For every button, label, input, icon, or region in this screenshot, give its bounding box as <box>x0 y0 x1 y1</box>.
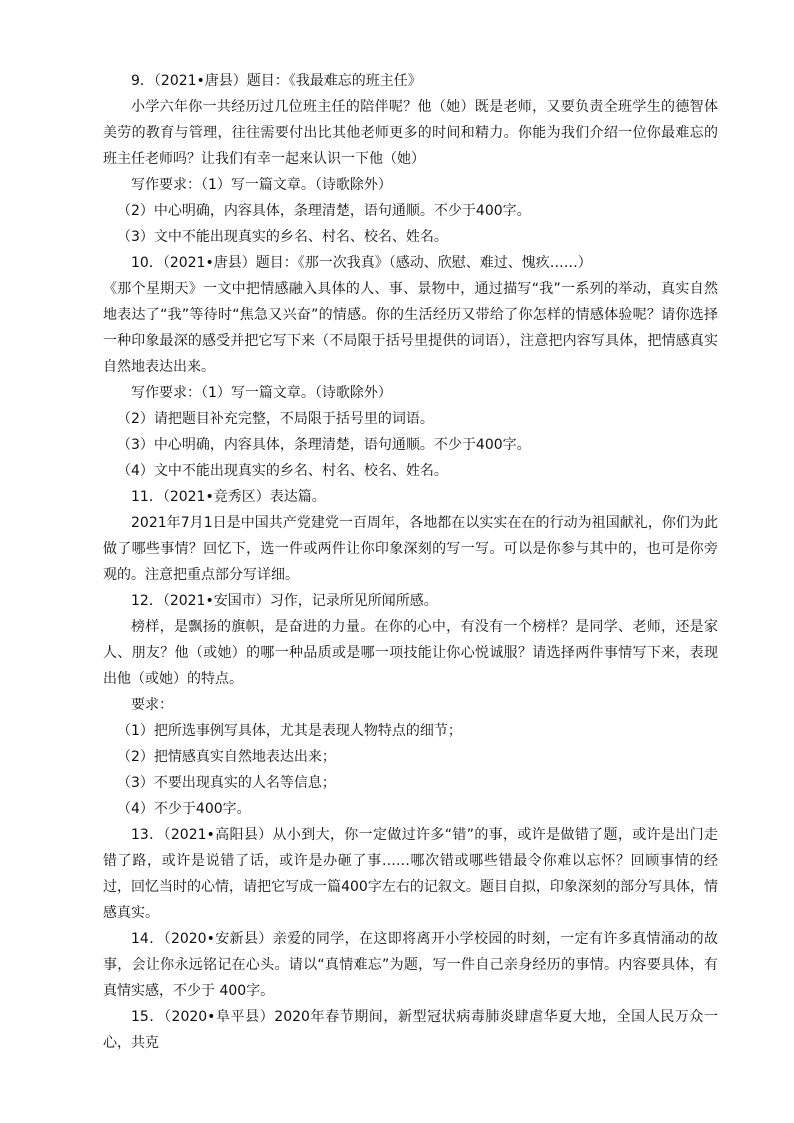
question-text: 13．（2021•高阳县）从小到大，你一定做过许多“错”的事，或许是做错了题，或许是出门走错了路，或许是说错了话，或许是办砸了事……哪次错或哪些错最令你难以忘怀？回顾事情的经过，回忆当时的心情，请把它写成一篇400字左右的记叙文。题目自拟，印象深刻的部分写具体，情感真实。 <box>103 827 718 921</box>
question-prompt: 榜样，是飘扬的旗帜，是奋进的力量。在你的心中，有没有一个榜样？是同学、老师，还是家人、朋友？他（或她）的哪一种品质或是哪一项技能让你心悦诚服？请选择两件事情写下来，表现出他（或她）的特点。 <box>103 619 718 687</box>
question-13 <box>103 822 718 926</box>
requirement-item: （4）文中不能出现真实的乡名、村名、校名、姓名。 <box>117 463 448 479</box>
requirement-item: （3）文中不能出现真实的乡名、村名、校名、姓名。 <box>117 229 448 245</box>
requirement-item: （3）中心明确，内容具体，条理清楚，语句通顺。不少于400字。 <box>117 437 531 453</box>
question-11 <box>103 484 718 588</box>
requirement-item: （2）请把题目补充完整，不局限于括号里的词语。 <box>117 411 434 427</box>
question-heading: 9．（2021•唐县）题目：《我最难忘的班主任》 <box>131 73 422 89</box>
requirements-heading: 写作要求：（1）写一篇文章。（诗歌除外） <box>131 177 392 193</box>
question-prompt: 2021年7月1日是中国共产党建党一百周年，各地都在以实实在在的行动为祖国献礼，你们为此做了哪些事情？回忆下，选一件或两件让你印象深刻的写一写。可以是你参与其中的，也可是你旁观的。注意把重点部分写详细。 <box>103 515 718 583</box>
question-heading: 12．（2021•安国市）习作，记录所见所闻所感。 <box>131 593 438 609</box>
question-text: 14．（2020•安新县）亲爱的同学，在这即将离开小学校园的时刻，一定有许多真情涌动的故事，会让你永远铭记在心头。请以“真情难忘”为题，写一件自己亲身经历的事情。内容要具体，有真情实感，不少于 400字。 <box>103 931 718 999</box>
question-heading: 11．（2021•竞秀区）表达篇。 <box>131 489 326 505</box>
question-prompt: 小学六年你一共经历过几位班主任的陪伴呢？他（她）既是老师，又要负责全班学生的德智体美劳的教育与管理，往往需要付出比其他老师更多的时间和精力。你能为我们介绍一位你最难忘的班主任老师吗？让我们有幸一起来认识一下他（她） <box>103 99 718 167</box>
requirement-item: （1）把所选事例写具体，尤其是表现人物特点的细节； <box>117 723 462 739</box>
requirement-item: （2）把情感真实自然地表达出来； <box>117 749 336 765</box>
question-12 <box>103 588 718 822</box>
requirement-item: （4）不少于400字。 <box>117 801 251 817</box>
question-9 <box>103 68 718 250</box>
question-10 <box>103 250 718 484</box>
requirement-item: （3）不要出现真实的人名等信息； <box>117 775 336 791</box>
requirements-heading: 写作要求：（1）写一篇文章。（诗歌除外） <box>131 385 392 401</box>
question-heading: 10．（2021•唐县）题目：《那一次我真》（感动、欣慰、难过、愧疚……） <box>131 255 592 271</box>
question-text: 15．（2020•阜平县）2020年春节期间，新型冠状病毒肺炎肆虐华夏大地，全国人民万众一心，共克 <box>103 1009 718 1051</box>
requirement-item: （2）中心明确，内容具体，条理清楚，语句通顺。不少于400字。 <box>117 203 531 219</box>
question-prompt: 《那个星期天》一文中把情感融入具体的人、事、景物中，通过描写“我”一系列的举动，真实自然地表达了“我”等待时“焦急又兴奋”的情感。你的生活经历又带给了你怎样的情感体验呢？请你选择一种印象最深的感受并把它写下来（不局限于括号里提供的词语），注意把内容写具体，把情感真实自然地表达出来。 <box>103 281 718 375</box>
document-content <box>103 68 718 1056</box>
requirements-heading: 要求： <box>131 697 173 713</box>
question-14 <box>103 926 718 1004</box>
question-15 <box>103 1004 718 1056</box>
